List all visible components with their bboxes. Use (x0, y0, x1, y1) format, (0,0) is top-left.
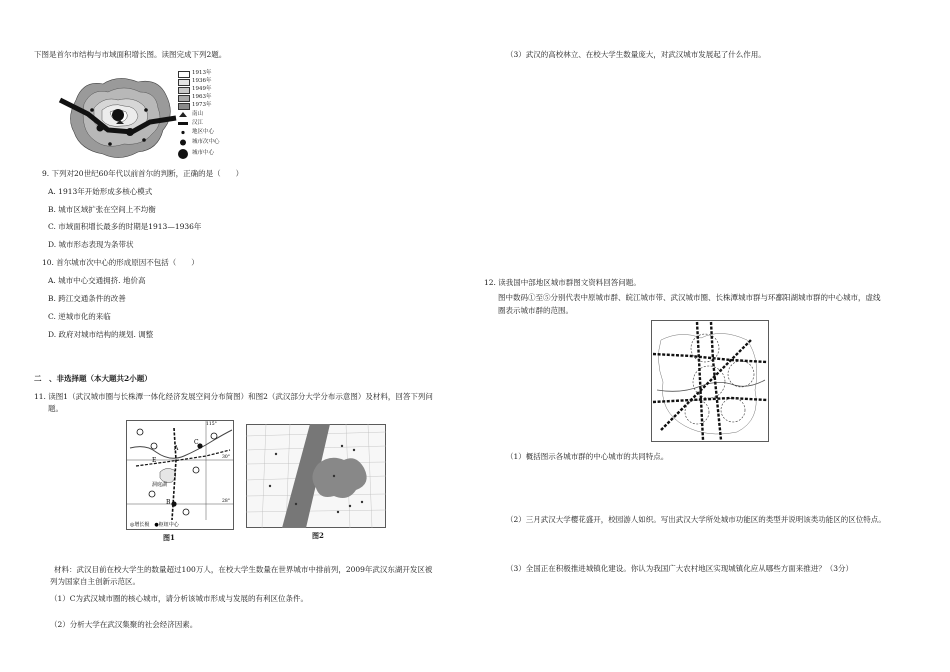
q9-stem: 9. 下列对20世纪60年代以前首尔的判断，正确的是（ ） (42, 169, 244, 178)
q11-stem-line1: 11. 读图1（武汉城市圈与长株潭一体化经济发展空间分布简图）和图2（武汉部分大学分布示意图）及材料，回答下列问 (34, 392, 433, 401)
swatch-1913-icon (178, 71, 190, 78)
city-center-dot (112, 109, 124, 121)
map-label-lon: 115° (206, 422, 217, 427)
q12-sub3: （3）全国正在积极推进城镇化建设。你认为我国广大农村地区实现城镇化应从哪些方面来推进？（3分） (506, 564, 854, 573)
seoul-growth-map (58, 70, 178, 165)
mountain-icon (178, 111, 188, 118)
swatch-1963-icon (178, 95, 190, 102)
dongting-lake (160, 468, 176, 482)
district-center-dot-3 (142, 138, 146, 142)
river-icon (178, 120, 188, 127)
q11-sub1: （1）C为武汉城市圈的核心城市，请分析该城市形成与发展的有利区位条件。 (50, 594, 309, 603)
central-china-city-cluster-map (651, 320, 769, 442)
q10-option-a: A. 城市中心交通拥挤. 地价高 (48, 276, 146, 285)
q9-option-d: D. 城市形态表现为条带状 (48, 240, 134, 249)
figure-1-wuhan-changzhutan-map (126, 420, 234, 530)
q12-stem: 12. 读我国中部地区城市群图文资料回答问题。 (484, 278, 641, 287)
figure-2-wuhan-universities-map (246, 424, 386, 528)
map-label-c: C (194, 439, 199, 446)
district-center-dot-4 (108, 142, 112, 146)
q9-option-a: A. 1913年开始形成多核心模式 (48, 187, 153, 196)
q10-option-c: C. 逆城市化的来临 (48, 312, 111, 321)
q9-option-c: C. 市域面积增长最多的时期是1913—1936年 (48, 222, 202, 231)
q12-desc-line1: 图中数码①至⑤分别代表中原城市群、皖江城市带、武汉城市圈、长株潭城市群与环鄱阳湖城市群的中心城市，虚线 (498, 293, 881, 302)
small-dot-icon (178, 128, 188, 137)
q10-stem: 10. 首尔城市次中心的形成原因不包括（ ） (42, 258, 199, 267)
district-center-dot-2 (90, 108, 94, 112)
map-label-lat28: 28° (222, 499, 230, 504)
q9-option-b: B. 城市区域扩张在空间上不均衡 (48, 205, 156, 214)
large-dot-icon (177, 148, 189, 160)
section-2-heading: 二 、非选择题（本大题共2小题） (34, 374, 152, 383)
sub-center-dot-2 (97, 125, 104, 132)
map-label-e: E (152, 457, 157, 464)
q11-material-line1: 材料：武汉目前在校大学生的数量超过100万人，在校大学生数量在世界城市中排前列，2009年武汉东湖开发区被 (54, 565, 433, 574)
q12-sub2: （2）三月武汉大学樱花盛开，校园游人如织。写出武汉大学所处城市功能区的类型并说明该类功能区的区位特点。 (506, 515, 886, 524)
q12-desc-line2: 圈表示城市群的范围。 (498, 306, 573, 315)
figure-1-caption: 图1 (163, 533, 175, 542)
q11-stem-line2: 题。 (48, 404, 63, 413)
q11-sub2: （2）分析大学在武汉集聚的社会经济因素。 (50, 620, 198, 629)
sub-center-dot-1 (126, 128, 134, 136)
q10-option-b: B. 跨江交通条件的改善 (48, 294, 126, 303)
map-label-lake: 洞庭湖 (152, 482, 168, 488)
figure-1-legend: ◎增长极 ●枢纽中心 (130, 522, 179, 528)
map-label-b: B (166, 499, 171, 506)
map-label-lat30: 30° (222, 455, 230, 460)
q11-material-line2: 列为国家自主创新示范区。 (50, 577, 140, 586)
hub-center-icon (171, 501, 176, 506)
q10-option-d: D. 政府对城市结构的规划. 调整 (48, 330, 154, 339)
district-center-dot-1 (144, 108, 148, 112)
seoul-intro: 下图是首尔市结构与市域面积增长图。读图完成下列2题。 (34, 50, 227, 59)
swatch-1936-icon (178, 79, 190, 86)
medium-dot-icon (178, 138, 188, 147)
figure-2-caption: 图2 (312, 531, 324, 540)
swatch-1949-icon (178, 87, 190, 94)
swatch-1973-icon (178, 103, 190, 110)
q11-sub3: （3）武汉的高校林立、在校大学生数量庞大，对武汉城市发展起了什么作用。 (506, 50, 766, 59)
q12-sub1: （1）概括图示各城市群的中心城市的共同特点。 (506, 452, 669, 461)
map-label-a: A (174, 445, 179, 452)
